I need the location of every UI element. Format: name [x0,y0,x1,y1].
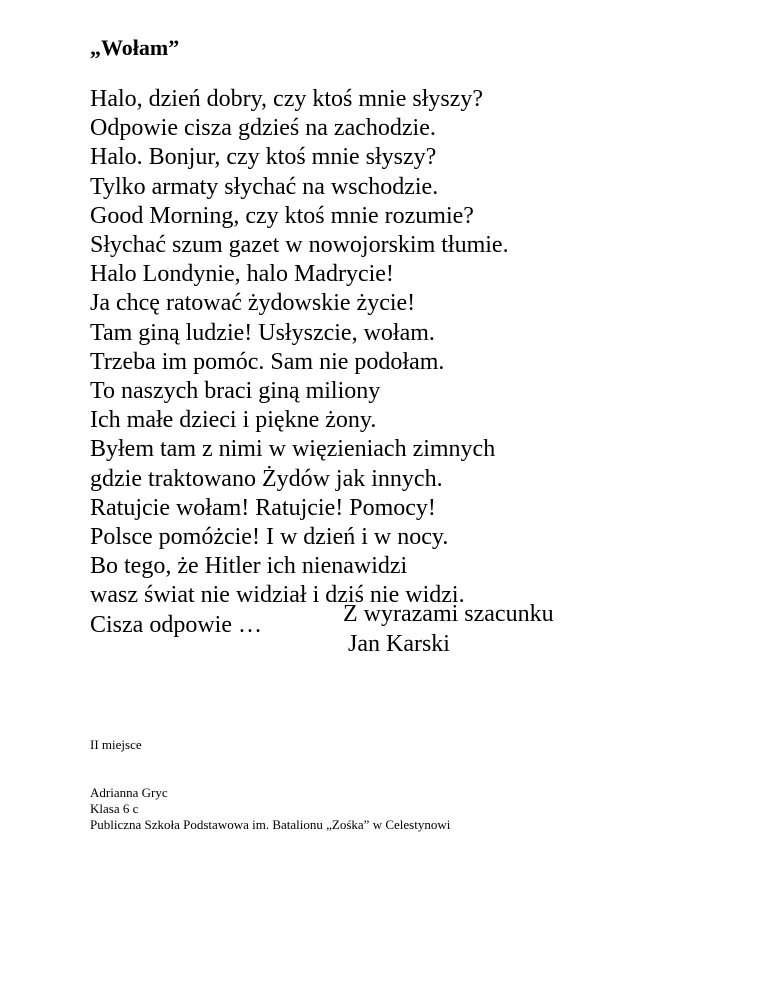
author-name: Adrianna Gryc [90,785,168,800]
author-school: Publiczna Szkoła Podstawowa im. Batalionu „Zośka” w Celestynowi [90,817,451,832]
poem-line: Cisza odpowie … [90,611,262,638]
poem-line: Good Morning, czy ktoś mnie rozumie? [90,202,474,229]
poem-line: Tylko armaty słychać na wschodzie. [90,173,439,200]
poem-line: Byłem tam z nimi w więzieniach zimnych [90,436,496,463]
poem-line: Tam giną ludzie! Usłyszcie, wołam. [90,319,435,346]
signature: Jan Karski [348,631,450,657]
poem-body [90,85,710,640]
poem-line: gdzie traktowano Żydów jak innych. [90,465,443,492]
closing-regards: Z wyrazami szacunku [343,601,554,627]
poem-line: wasz świat nie widział i dziś nie widzi. [90,582,465,609]
poem-line: Halo, dzień dobry, czy ktoś mnie słyszy? [90,86,484,112]
poem-line: Halo. Bonjur, czy ktoś mnie słyszy? [90,144,437,171]
award-place: II miejsce [90,737,142,752]
poem-line: Ratujcie wołam! Ratujcie! Pomocy! [90,494,436,521]
poem-line: Słychać szum gazet w nowojorskim tłumie. [90,232,509,259]
poem-line: Halo Londynie, halo Madrycie! [90,261,394,288]
poem-line: Ich małe dzieci i piękne żony. [90,407,377,434]
poem-line: Polsce pomóżcie! I w dzień i w nocy. [90,524,449,551]
poem-line: Odpowie cisza gdzieś na zachodzie. [90,115,436,142]
poem-line: Ja chcę ratować żydowskie życie! [90,290,416,317]
author-class: Klasa 6 c [90,801,139,816]
poem-line: To naszych braci giną miliony [90,378,381,405]
poem-title: „Wołam” [90,35,180,60]
poem-line: Trzeba im pomóc. Sam nie podołam. [90,348,445,375]
poem-line: Bo tego, że Hitler ich nienawidzi [90,553,408,580]
